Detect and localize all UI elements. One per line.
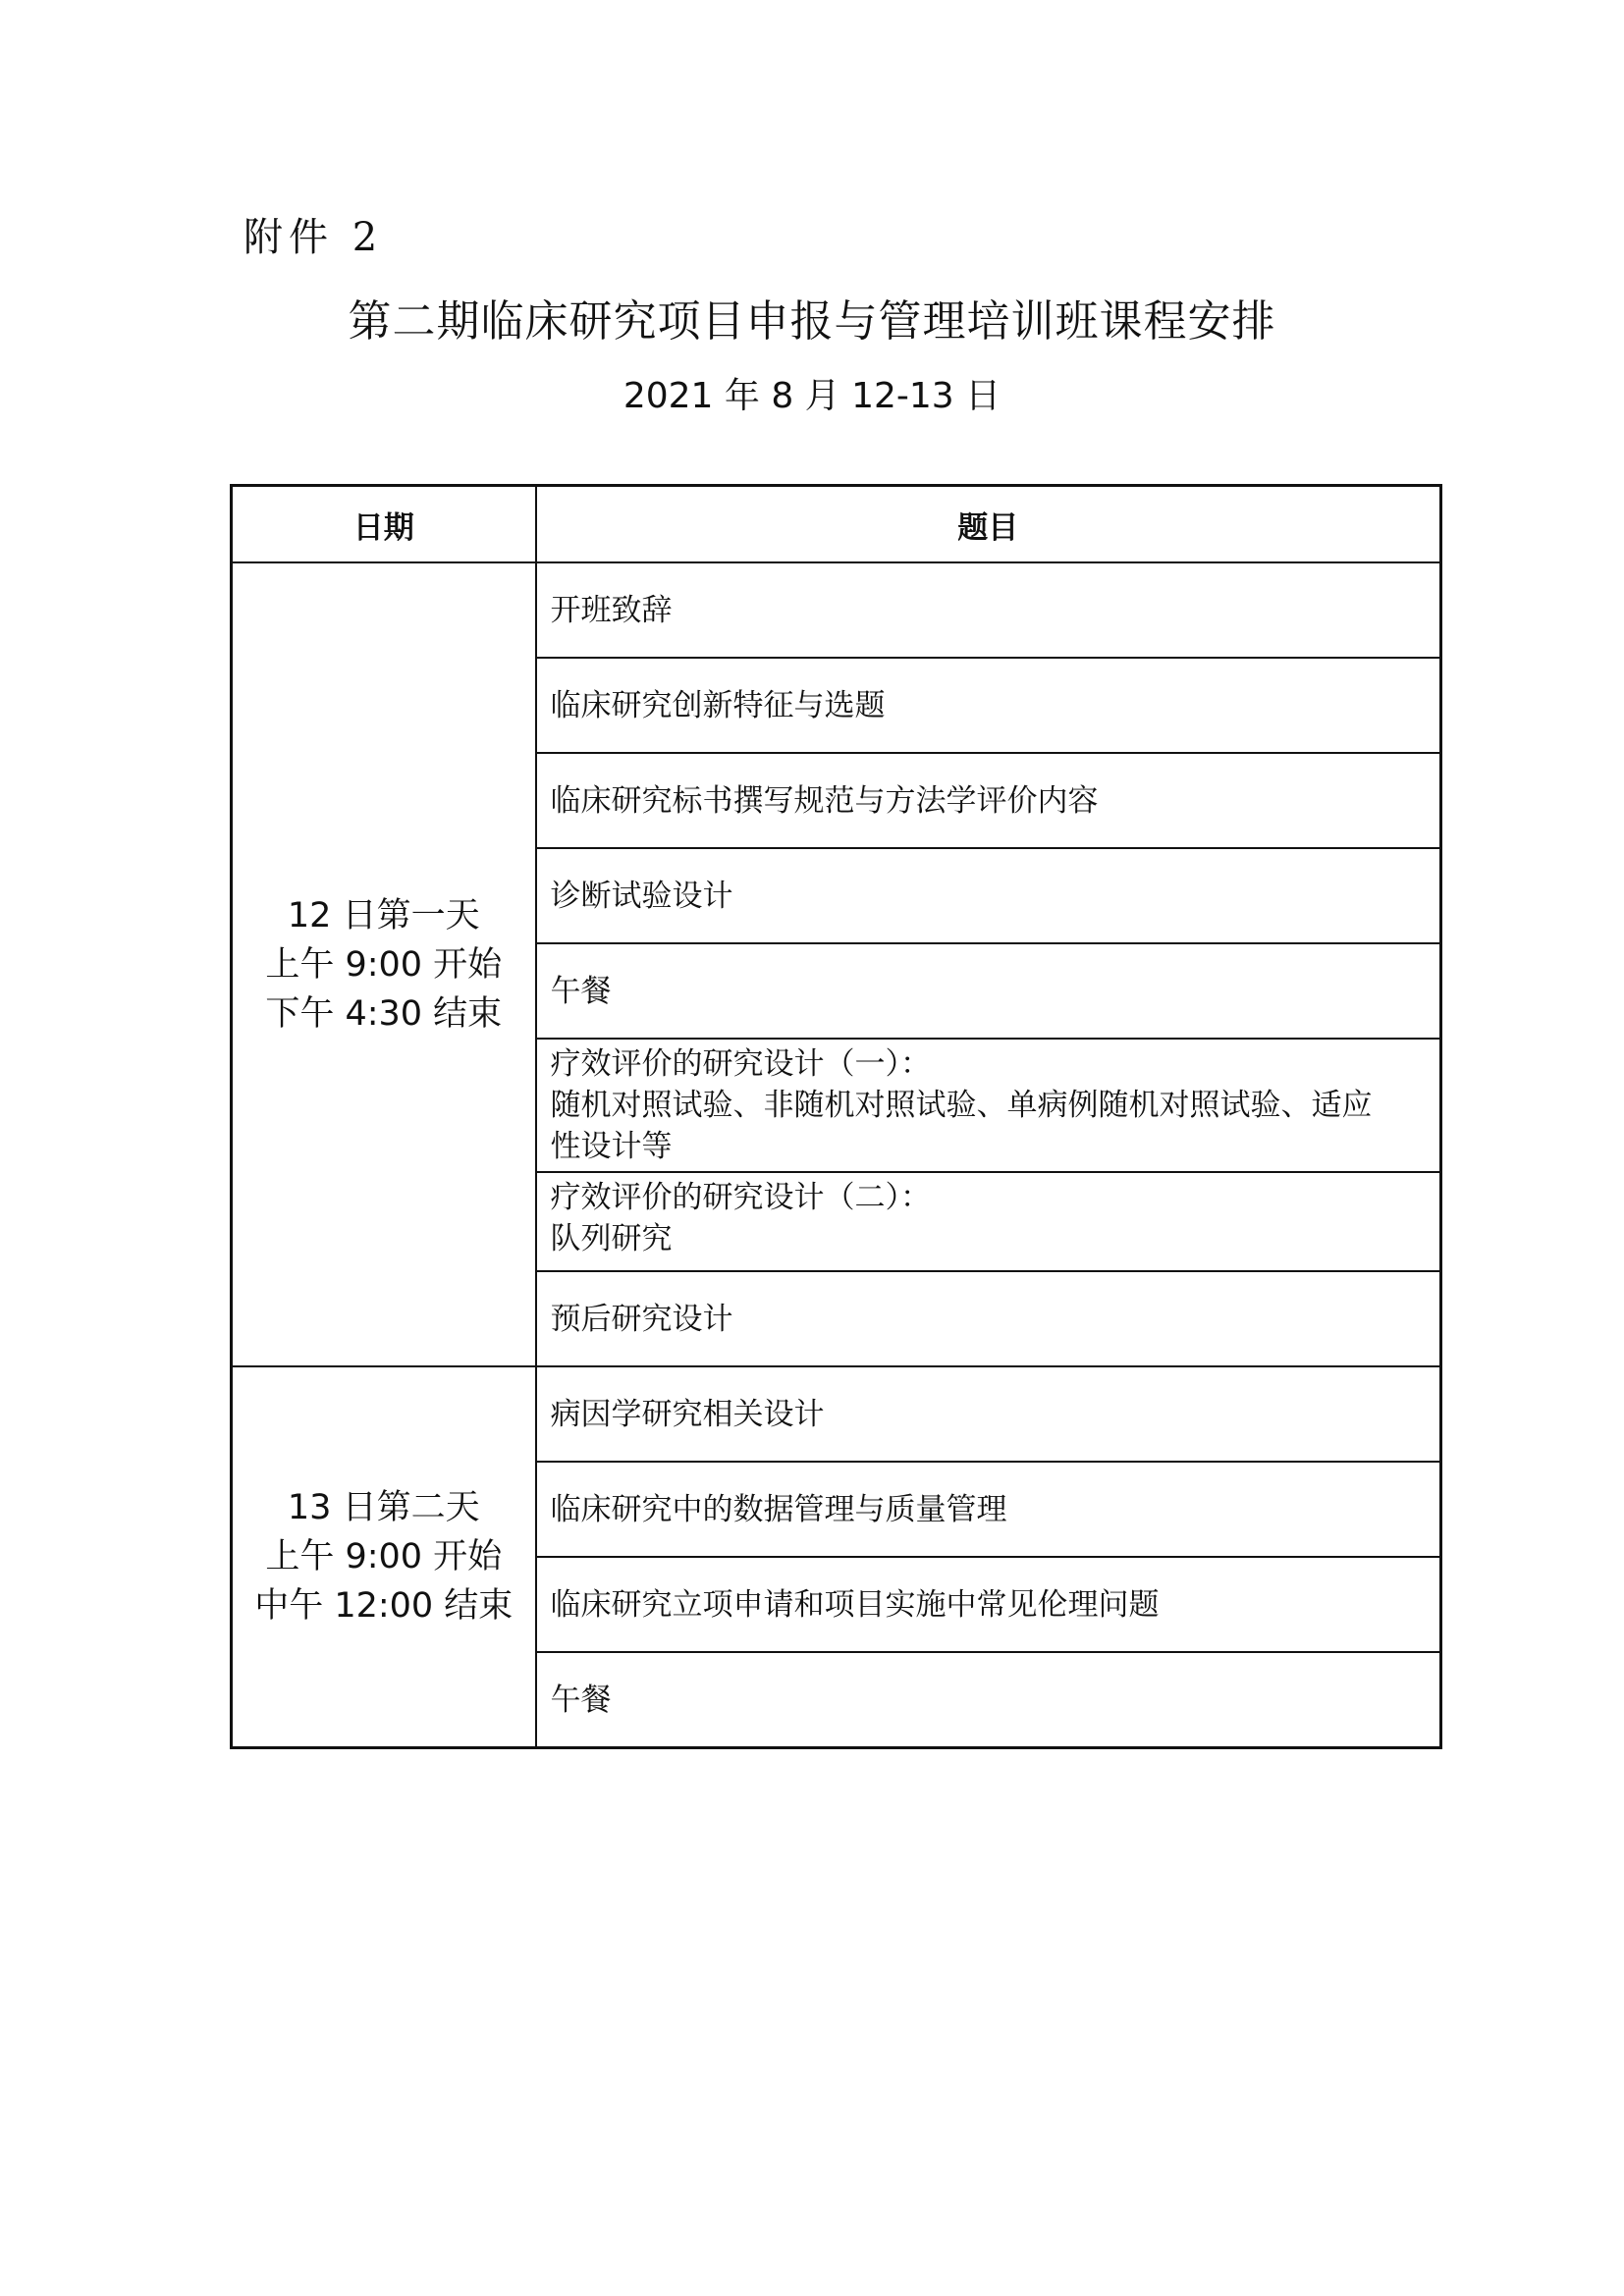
day-cell-line: 12 日第一天 [287,895,480,935]
topic-cell [536,658,1441,753]
topic-line: 病因学研究相关设计 [550,1396,825,1432]
topic-cell [536,848,1441,943]
day-cell [232,562,536,1366]
topic-cell [536,1462,1441,1557]
schedule-body [232,562,1441,1748]
day-cell-line: 13 日第二天 [287,1488,480,1527]
topic-line: 临床研究创新特征与选题 [550,687,886,723]
table-row [232,1366,1441,1462]
topic-line: 临床研究立项申请和项目实施中常见伦理问题 [550,1586,1160,1623]
topic-cell [536,1652,1441,1748]
document-title: 第二期临床研究项目申报与管理培训班课程安排 [348,296,1276,347]
day-cell-line: 上午 9:00 开始 [265,944,503,985]
table-row [232,562,1441,658]
topic-cell [536,562,1441,658]
topic-line: 疗效评价的研究设计（一）： [550,1046,931,1082]
header-date: 日期 [232,486,536,563]
topic-line: 午餐 [550,1682,612,1718]
topic-cell [536,1039,1441,1172]
topic-line: 开班致辞 [550,592,673,628]
topic-cell [536,1557,1441,1652]
table-header-row [232,486,1441,563]
topic-cell [536,943,1441,1039]
topic-cell [536,1271,1441,1366]
topic-line: 临床研究标书撰写规范与方法学评价内容 [550,782,1099,819]
day-cell-line: 上午 9:00 开始 [265,1537,503,1576]
topic-line: 诊断试验设计 [550,878,733,914]
topic-line: 队列研究 [550,1221,673,1256]
topic-line: 预后研究设计 [550,1301,733,1337]
topic-cell [536,1366,1441,1462]
day-cell-line: 下午 4:30 结束 [265,993,503,1034]
day-cell [232,1366,536,1748]
topic-line: 随机对照试验、非随机对照试验、单病例随机对照试验、适应 [550,1088,1373,1123]
attachment-label: 附件 2 [244,215,384,260]
topic-line: 临床研究中的数据管理与质量管理 [550,1491,1007,1527]
topic-line: 午餐 [550,973,612,1009]
topic-cell [536,753,1441,848]
topic-line: 疗效评价的研究设计（二）： [550,1180,931,1215]
schedule-table [230,484,1442,1749]
topic-cell [536,1172,1441,1271]
header-topic: 题目 [536,486,1441,563]
day-cell-line: 中午 12:00 结束 [254,1586,514,1626]
topic-line: 性设计等 [550,1129,673,1164]
document-date: 2021 年 8 月 12-13 日 [623,376,1001,416]
